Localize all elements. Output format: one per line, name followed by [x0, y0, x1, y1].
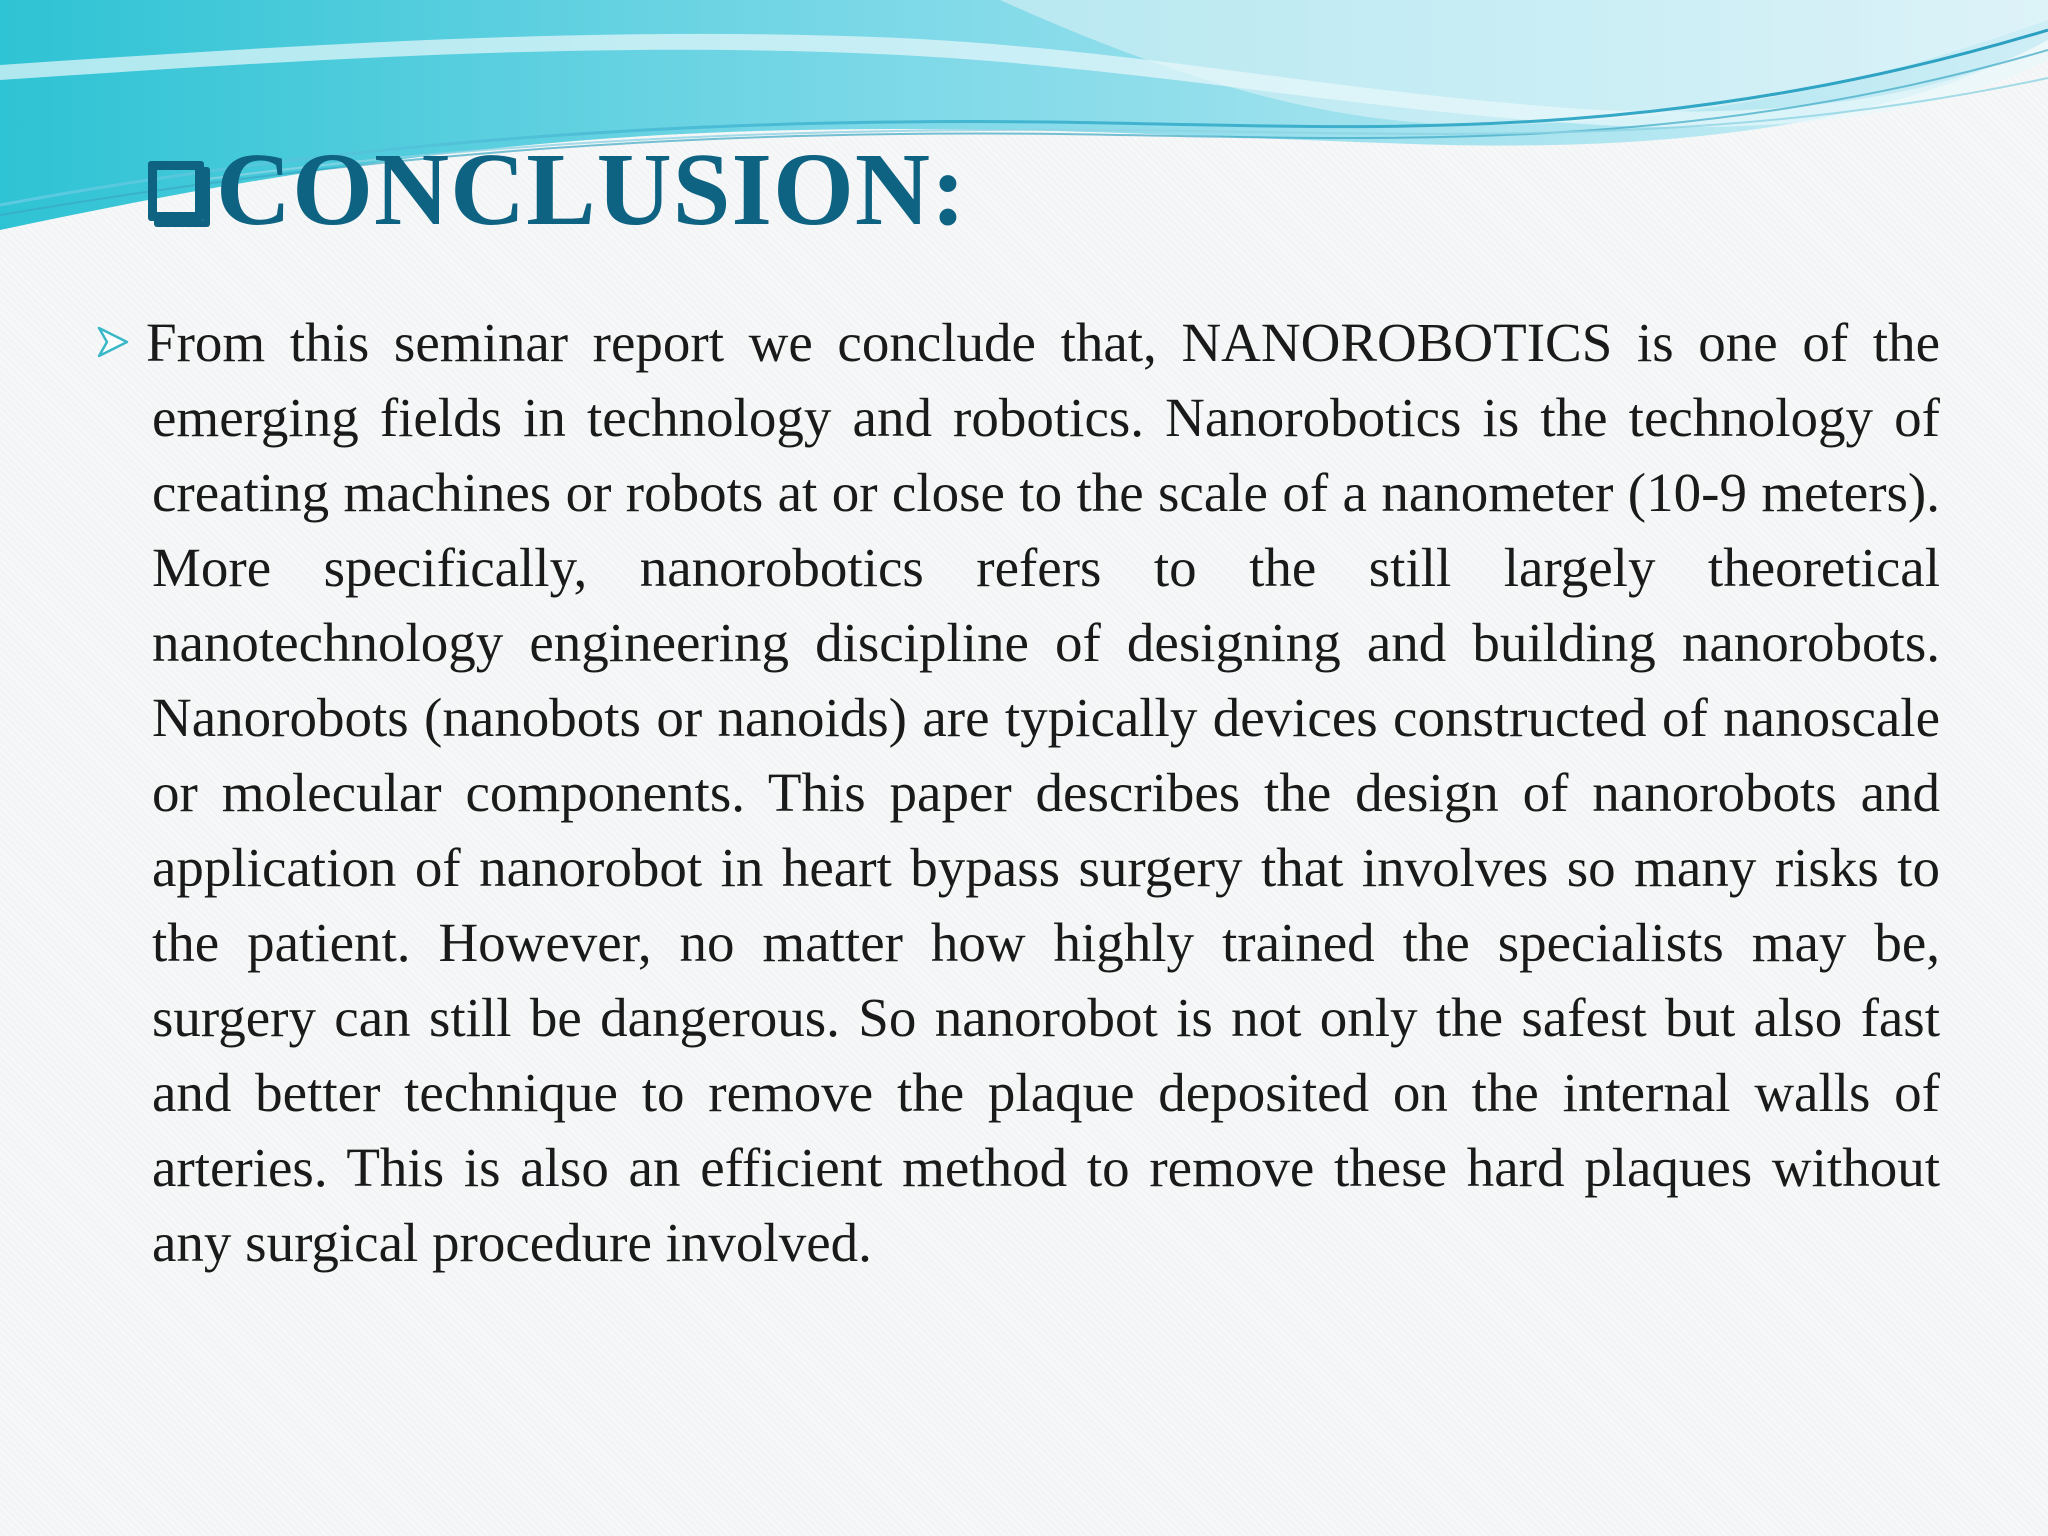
page-title-text: CONCLUSION: — [216, 132, 967, 247]
conclusion-paragraph: From this seminar report we conclude that, NANOROBOTICS is one of the emerging fields in technology and robotics. Nanorobotics is the technology of creating machines or robots at or close to the scale of a nanometer (10-9 meters). More specifically, nanorobotics refers to the still largely theoretical nanotechnology engineering discipline of designing and building nanorobots. Nanorobots (nanobots or nanoids) are typically devices constructed of nanoscale or molecular components. This paper describes the design of nanorobots and application of nanorobot in heart bypass surgery that involves so many risks to the patient. However, no matter how highly trained the specialists may be, surgery can still be dangerous. So nanorobot is not only the safest but also fast and better technique to remove the plaque deposited on the internal walls of arteries. This is also an efficient method to remove these hard plaques without any surgical procedure involved. — [146, 312, 1940, 1273]
arrow-bullet-icon — [96, 325, 130, 359]
page-title — [148, 132, 967, 247]
square-bullet-icon — [148, 161, 204, 221]
conclusion-bullet — [96, 305, 1940, 1280]
